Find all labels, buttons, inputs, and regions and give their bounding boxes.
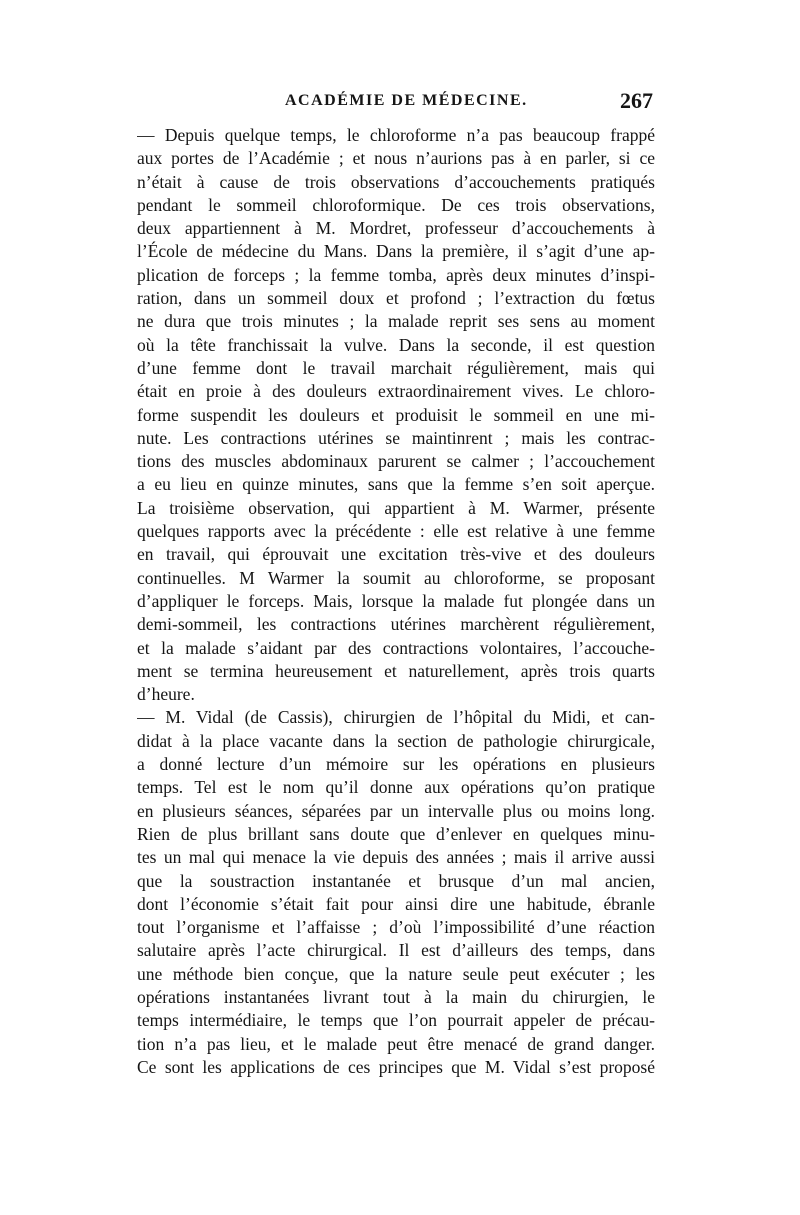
- text-line: opérations instantanées livrant tout à la main du chirurgien, le: [137, 986, 655, 1007]
- text-line: dont l’économie s’était fait pour ainsi dire une habitude, ébranle: [137, 893, 655, 914]
- text-line: et la malade s’aidant par des contractions volontaires, l’accouche-: [137, 637, 655, 658]
- text-line: en travail, qui éprouvait une excitation très-vive et des douleurs: [137, 544, 655, 565]
- body-text: [137, 124, 655, 1079]
- text-line: où la tête franchissait la vulve. Dans la seconde, il est question: [137, 334, 655, 355]
- running-title: ACADÉMIE DE MÉDECINE.: [285, 92, 528, 109]
- text-line: a donné lecture d’un mémoire sur les opérations en plusieurs: [137, 754, 655, 775]
- text-line: l’École de médecine du Mans. Dans la première, il s’agit d’une ap-: [137, 241, 655, 262]
- text-line: La troisième observation, qui appartient à M. Warmer, présente: [137, 497, 655, 518]
- text-line: quelques rapports avec la précédente : elle est relative à une femme: [137, 521, 655, 542]
- text-line: tes un mal qui menace la vie depuis des années ; mais il arrive aussi: [137, 847, 655, 868]
- text-line: ne dura que trois minutes ; la malade reprit ses sens au moment: [137, 311, 655, 332]
- text-line: pendant le sommeil chloroformique. De ces trois observations,: [137, 194, 655, 215]
- text-line: didat à la place vacante dans la section de pathologie chirurgicale,: [137, 730, 655, 751]
- text-line: tions des muscles abdominaux parurent se calmer ; l’accouchement: [137, 451, 655, 472]
- text-line: d’appliquer le forceps. Mais, lorsque la malade fut plongée dans un: [137, 590, 655, 611]
- text-line: continuelles. M Warmer la soumit au chloroforme, se proposant: [137, 567, 655, 588]
- text-line: a eu lieu en quinze minutes, sans que la femme s’en soit aperçue.: [137, 474, 655, 495]
- text-line: demi-sommeil, les contractions utérines marchèrent régulièrement,: [137, 614, 655, 635]
- text-line: Rien de plus brillant sans doute que d’enlever en quelques minu-: [137, 823, 655, 844]
- text-line: d’une femme dont le travail marchait régulièrement, mais qui: [137, 357, 655, 378]
- text-line: nute. Les contractions utérines se maintinrent ; mais les contrac-: [137, 427, 655, 448]
- text-line: d’heure.: [137, 684, 195, 705]
- text-line: ment se termina heureusement et naturellement, après trois quarts: [137, 660, 655, 681]
- text-line: deux appartiennent à M. Mordret, professeur d’accouchements à: [137, 218, 655, 239]
- text-line: salutaire après l’acte chirurgical. Il est d’ailleurs des temps, dans: [137, 940, 655, 961]
- text-line: était en proie à des douleurs extraordinairement vives. Le chloro-: [137, 381, 655, 402]
- text-line: n’était à cause de trois observations d’accouchements pratiqués: [137, 171, 655, 192]
- text-line: ration, dans un sommeil doux et profond ; l’extraction du fœtus: [137, 288, 655, 309]
- text-line: forme suspendit les douleurs et produisit le sommeil en une mi-: [137, 404, 655, 425]
- page-number: 267: [620, 88, 653, 113]
- text-line: tion n’a pas lieu, et le malade peut être menacé de grand danger.: [137, 1033, 655, 1054]
- text-line: en plusieurs séances, séparées par un intervalle plus ou moins long.: [137, 800, 655, 821]
- text-line: une méthode bien conçue, que la nature seule peut exécuter ; les: [137, 963, 655, 984]
- text-line: temps. Tel est le nom qu’il donne aux opérations qu’on pratique: [137, 777, 655, 798]
- text-line: — M. Vidal (de Cassis), chirurgien de l’hôpital du Midi, et can-: [137, 707, 655, 728]
- text-line: aux portes de l’Académie ; et nous n’aurions pas à en parler, si ce: [137, 148, 655, 169]
- text-line: temps intermédiaire, le temps que l’on pourrait appeler de précau-: [137, 1010, 655, 1031]
- text-line: tout l’organisme et l’affaisse ; d’où l’impossibilité d’une réaction: [137, 917, 655, 938]
- text-line: plication de forceps ; la femme tomba, après deux minutes d’inspi-: [137, 264, 655, 285]
- text-line: Ce sont les applications de ces principes que M. Vidal s’est proposé: [137, 1056, 655, 1077]
- text-line: — Depuis quelque temps, le chloroforme n’a pas beaucoup frappé: [137, 125, 655, 145]
- text-line: que la soustraction instantanée et brusque d’un mal ancien,: [137, 870, 655, 891]
